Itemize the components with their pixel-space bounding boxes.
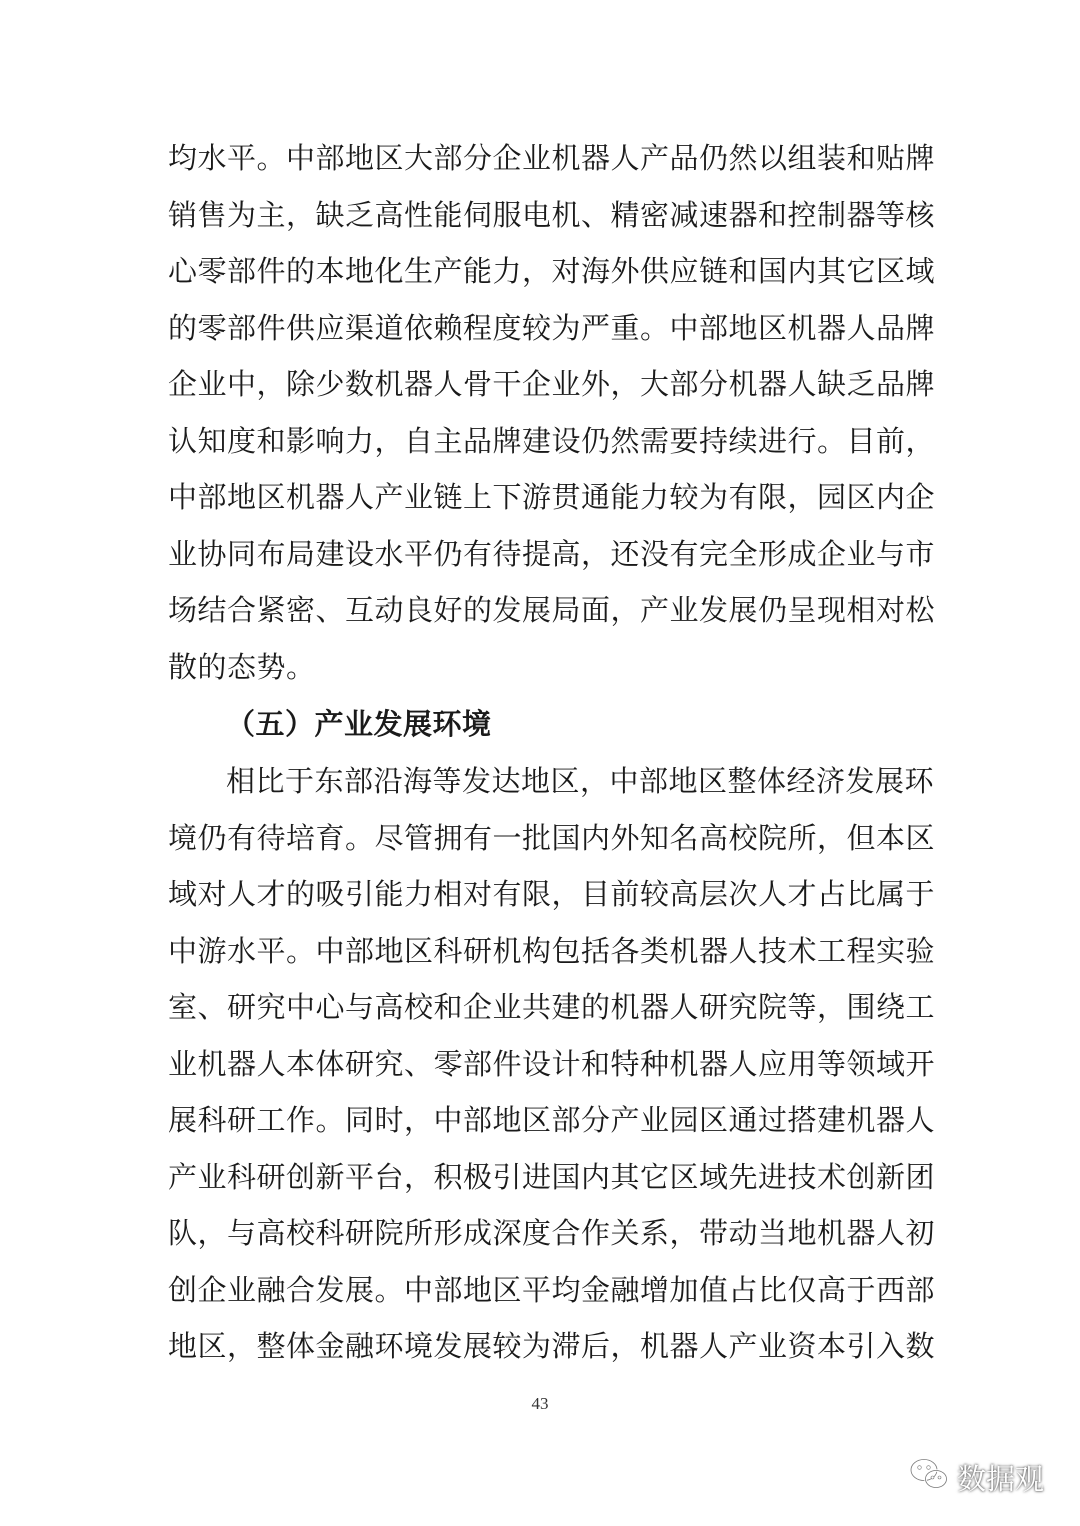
- text-line: 企业中，除少数机器人骨干企业外，大部分机器人缺乏品牌: [168, 367, 936, 401]
- text-line: 产业科研创新平台，积极引进国内其它区域先进技术创新团: [168, 1159, 936, 1194]
- text-line: 境仍有待培育。尽管拥有一批国内外知名高校院所，但本区: [168, 820, 936, 855]
- paragraph: [168, 753, 936, 1375]
- page-number: 43: [531, 1394, 549, 1413]
- text-line: 中游水平。中部地区科研机构包括各类机器人技术工程实验: [168, 933, 936, 968]
- text-line: 创企业融合发展。中部地区平均金融增加值占比仅高于西部: [168, 1272, 936, 1307]
- text-line: 销售为主，缺乏高性能伺服电机、精密减速器和控制器等核: [168, 197, 936, 232]
- text-line: 心零部件的本地化生产能力，对海外供应链和国内其它区域: [168, 254, 936, 288]
- section-heading: （五）产业发展环境: [226, 707, 492, 741]
- text-line: 域对人才的吸引能力相对有限，目前较高层次人才占比属于: [168, 877, 936, 911]
- text-line: 散的态势。: [168, 649, 316, 684]
- text-line: 中部地区机器人产业链上下游贯通能力较为有限，园区内企: [168, 480, 936, 514]
- text-line: 展科研工作。同时，中部地区部分产业园区通过搭建机器人: [168, 1103, 936, 1137]
- text-line: 地区，整体金融环境发展较为滞后，机器人产业资本引入数: [168, 1329, 936, 1363]
- text-line: 业协同布局建设水平仍有待提高，还没有完全形成企业与市: [168, 536, 936, 571]
- text-line: 队，与高校科研院所形成深度合作关系，带动当地机器人初: [168, 1216, 936, 1250]
- text-line: 认知度和影响力，自主品牌建设仍然需要持续进行。目前，: [168, 423, 936, 458]
- text-line: 业机器人本体研究、零部件设计和特种机器人应用等领域开: [168, 1046, 936, 1081]
- watermark: [909, 1455, 1044, 1499]
- wechat-icon: [909, 1457, 949, 1498]
- text-line: 场结合紧密、互动良好的发展局面，产业发展仍呈现相对松: [168, 593, 936, 627]
- text-line: 均水平。中部地区大部分企业机器人产品仍然以组装和贴牌: [168, 141, 936, 175]
- text-line: 的零部件供应渠道依赖程度较为严重。中部地区机器人品牌: [168, 310, 936, 345]
- paragraph: [168, 130, 936, 695]
- text-line: 相比于东部沿海等发达地区，中部地区整体经济发展环: [226, 764, 935, 798]
- watermark-text: 数据观: [956, 1461, 1044, 1496]
- text-line: 室、研究中心与高校和企业共建的机器人研究院等，围绕工: [168, 990, 936, 1024]
